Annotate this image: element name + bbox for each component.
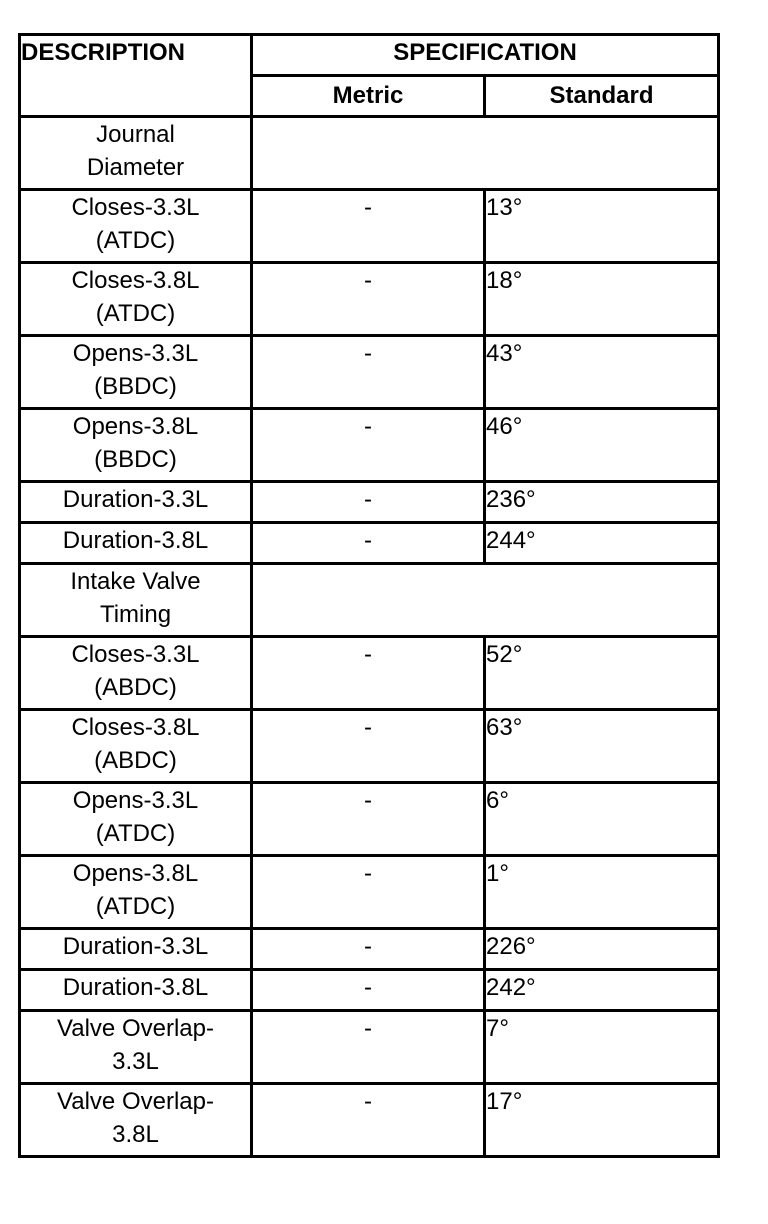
table-row [20, 783, 719, 856]
description-line: Closes-3.3L [71, 194, 200, 221]
metric-cell: - [252, 710, 485, 783]
description-line: Closes-3.3L [71, 641, 200, 668]
description-cell [20, 117, 252, 190]
table-row [20, 190, 719, 263]
metric-cell: - [252, 970, 485, 1011]
description-line: (ATDC) [95, 227, 176, 254]
description-line: Duration-3.8L [62, 527, 209, 554]
table-row [20, 710, 719, 783]
description-line: Diameter [86, 154, 185, 181]
description-cell [20, 637, 252, 710]
description-line: (BBDC) [94, 446, 177, 473]
metric-cell: - [252, 263, 485, 336]
description-line: (BBDC) [94, 373, 177, 400]
description-line: (ATDC) [95, 893, 176, 920]
table-row [20, 637, 719, 710]
description-cell [20, 190, 252, 263]
description-line: Closes-3.8L [71, 267, 200, 294]
table-row [20, 409, 719, 482]
description-line: Intake Valve [70, 568, 201, 595]
description-line: Valve Overlap- [57, 1015, 214, 1042]
description-cell [20, 1084, 252, 1157]
description-line: Opens-3.8L [72, 413, 199, 440]
standard-cell: 242° [485, 970, 719, 1011]
description-line: 3.3L [112, 1048, 159, 1075]
metric-cell: - [252, 336, 485, 409]
table-row [20, 523, 719, 564]
standard-cell: 226° [485, 929, 719, 970]
description-cell [20, 783, 252, 856]
section-spec-cell [252, 564, 719, 637]
standard-cell: 244° [485, 523, 719, 564]
section-row [20, 117, 719, 190]
standard-header: Standard [485, 76, 719, 117]
section-row [20, 564, 719, 637]
standard-cell: 236° [485, 482, 719, 523]
metric-cell: - [252, 190, 485, 263]
metric-cell: - [252, 409, 485, 482]
description-line: Duration-3.3L [62, 933, 209, 960]
description-line: Duration-3.3L [62, 486, 209, 513]
table-body [20, 117, 719, 1157]
table-row [20, 263, 719, 336]
metric-header: Metric [252, 76, 485, 117]
specification-table [18, 33, 720, 1158]
description-cell [20, 856, 252, 929]
description-line: Opens-3.3L [72, 340, 199, 367]
header-row [20, 35, 719, 76]
description-cell [20, 482, 252, 523]
description-cell [20, 336, 252, 409]
specification-header: SPECIFICATION [252, 35, 719, 76]
description-line: (ATDC) [95, 300, 176, 327]
description-line: (ATDC) [95, 820, 176, 847]
description-line: Duration-3.8L [62, 974, 209, 1001]
standard-cell: 46° [485, 409, 719, 482]
description-cell [20, 710, 252, 783]
description-line: Opens-3.3L [72, 787, 199, 814]
standard-cell: 18° [485, 263, 719, 336]
table-row [20, 929, 719, 970]
description-line: Valve Overlap- [57, 1088, 214, 1115]
description-line: 3.8L [112, 1121, 159, 1148]
description-cell [20, 523, 252, 564]
description-line: Journal [96, 121, 175, 148]
table-row [20, 970, 719, 1011]
standard-cell: 1° [485, 856, 719, 929]
description-cell [20, 564, 252, 637]
standard-cell: 13° [485, 190, 719, 263]
metric-cell: - [252, 1084, 485, 1157]
metric-cell: - [252, 637, 485, 710]
description-line: (ABDC) [94, 674, 177, 701]
description-line: Timing [99, 601, 172, 628]
table-row [20, 1011, 719, 1084]
description-line: Closes-3.8L [71, 714, 200, 741]
table-row [20, 482, 719, 523]
description-cell [20, 970, 252, 1011]
table-row [20, 336, 719, 409]
standard-cell: 17° [485, 1084, 719, 1157]
metric-cell: - [252, 523, 485, 564]
standard-cell: 7° [485, 1011, 719, 1084]
description-cell [20, 1011, 252, 1084]
standard-cell: 52° [485, 637, 719, 710]
metric-cell: - [252, 929, 485, 970]
description-cell [20, 263, 252, 336]
metric-cell: - [252, 783, 485, 856]
table-row [20, 856, 719, 929]
table-row [20, 1084, 719, 1157]
metric-cell: - [252, 856, 485, 929]
standard-cell: 6° [485, 783, 719, 856]
description-line: (ABDC) [94, 747, 177, 774]
metric-cell: - [252, 482, 485, 523]
description-header: DESCRIPTION [20, 35, 252, 117]
description-cell [20, 929, 252, 970]
description-cell [20, 409, 252, 482]
description-line: Opens-3.8L [72, 860, 199, 887]
metric-cell: - [252, 1011, 485, 1084]
section-spec-cell [252, 117, 719, 190]
standard-cell: 63° [485, 710, 719, 783]
standard-cell: 43° [485, 336, 719, 409]
